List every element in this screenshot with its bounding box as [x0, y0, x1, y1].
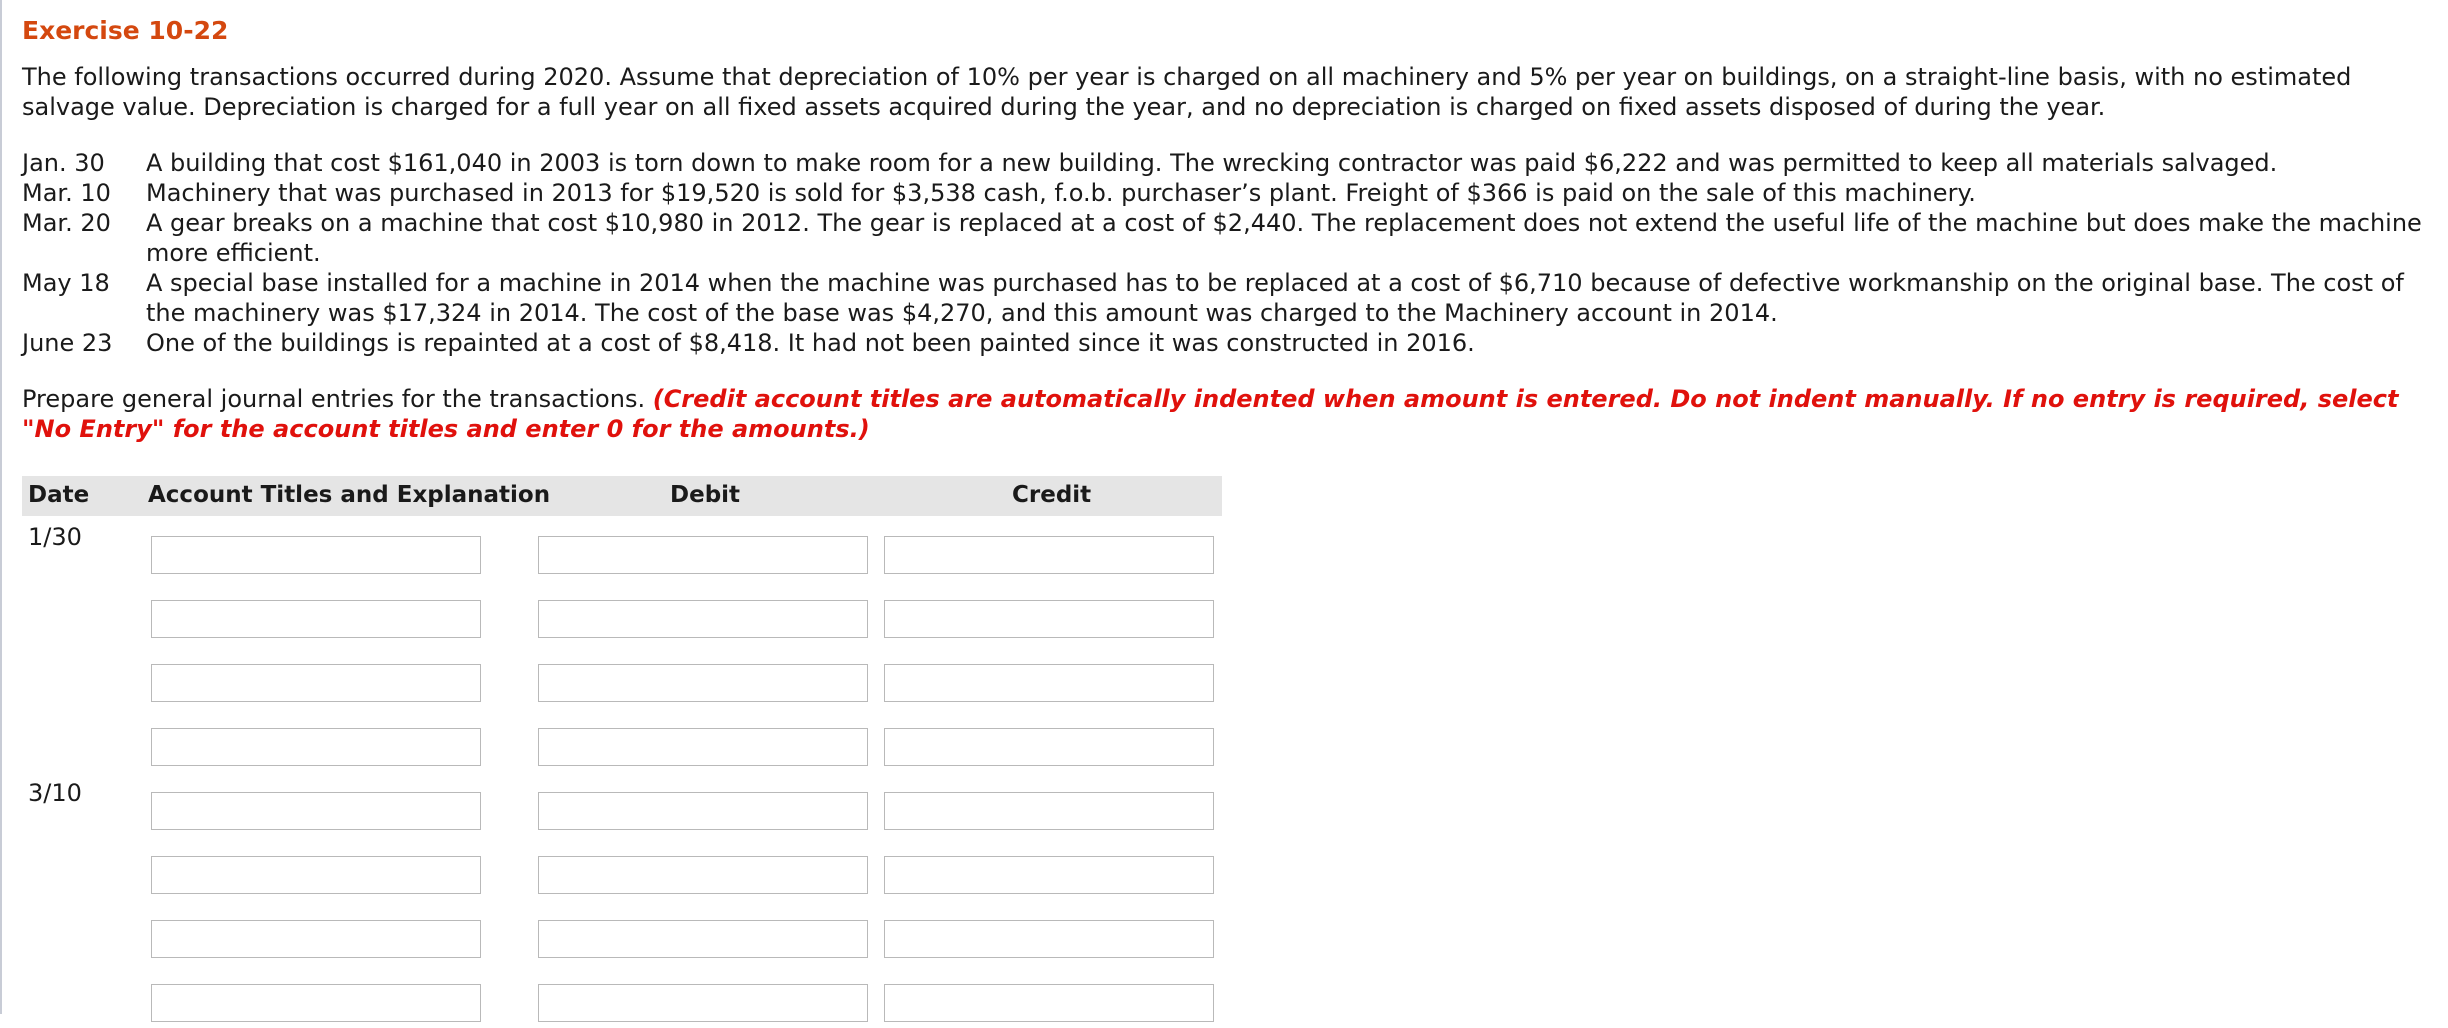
- journal-row: [22, 900, 1222, 964]
- transaction-date: Mar. 20: [22, 209, 111, 237]
- transaction-text: A building that cost $161,040 in 2003 is torn down to make room for a new building. The wrecking contractor was paid $6,222 and was permitted to keep all materials salvaged.: [146, 149, 2278, 177]
- account-title-input[interactable]: [151, 536, 481, 574]
- instruction-note: (Credit account titles are automatically indented when amount is entered. Do not indent manually. If no entry is required, select "No Entry" for the account titles and enter 0 for the amounts.): [22, 385, 2399, 443]
- transaction-text: Machinery that was purchased in 2013 for $19,520 is sold for $3,538 cash, f.o.b. purchaser’s plant. Freight of $366 is paid on the sale of this machinery.: [146, 179, 1976, 207]
- transaction-item: [22, 268, 2432, 328]
- debit-input[interactable]: [538, 728, 868, 766]
- debit-input[interactable]: [538, 856, 868, 894]
- transaction-text: A gear breaks on a machine that cost $10,980 in 2012. The gear is replaced at a cost of $2,440. The replacement does not extend the useful life of the machine but does make the machine more efficient.: [146, 209, 2422, 267]
- transaction-text: One of the buildings is repainted at a cost of $8,418. It had not been painted since it was constructed in 2016.: [146, 329, 1475, 357]
- header-account-titles: Account Titles and Explanation: [148, 482, 551, 508]
- journal-row: [22, 644, 1222, 708]
- account-title-input[interactable]: [151, 600, 481, 638]
- transaction-date: May 18: [22, 269, 110, 297]
- transaction-date: June 23: [22, 329, 113, 357]
- credit-input[interactable]: [884, 920, 1214, 958]
- account-title-input[interactable]: [151, 856, 481, 894]
- credit-input[interactable]: [884, 792, 1214, 830]
- debit-input[interactable]: [538, 600, 868, 638]
- account-title-input[interactable]: [151, 664, 481, 702]
- credit-input[interactable]: [884, 984, 1214, 1022]
- journal-entry-table: [22, 476, 1222, 1028]
- exercise-title: Exercise 10-22: [22, 16, 229, 45]
- transaction-list: [22, 148, 2432, 358]
- debit-input[interactable]: [538, 664, 868, 702]
- account-title-input[interactable]: [151, 984, 481, 1022]
- debit-input[interactable]: [538, 792, 868, 830]
- journal-row: [22, 772, 1222, 836]
- journal-row: [22, 516, 1222, 580]
- transaction-item: [22, 208, 2432, 268]
- account-title-input[interactable]: [151, 792, 481, 830]
- transaction-text: A special base installed for a machine in 2014 when the machine was purchased has to be replaced at a cost of $6,710 because of defective workmanship on the original base. The cost of the machinery was $17,324 in 2014. The cost of the base was $4,270, and this amount was charged to the Machinery account in 2014.: [146, 269, 2404, 327]
- credit-input[interactable]: [884, 536, 1214, 574]
- journal-row: [22, 836, 1222, 900]
- credit-input[interactable]: [884, 600, 1214, 638]
- journal-row: [22, 708, 1222, 772]
- debit-input[interactable]: [538, 984, 868, 1022]
- header-credit: Credit: [1012, 482, 1092, 508]
- transaction-item: [22, 148, 2432, 178]
- row-date: 3/10: [28, 779, 82, 807]
- row-date: 1/30: [28, 523, 82, 551]
- account-title-input[interactable]: [151, 728, 481, 766]
- account-title-input[interactable]: [151, 920, 481, 958]
- transaction-item: [22, 328, 2432, 358]
- transaction-date: Jan. 30: [22, 149, 105, 177]
- journal-row: [22, 580, 1222, 644]
- transaction-date: Mar. 10: [22, 179, 111, 207]
- exercise-intro: The following transactions occurred during 2020. Assume that depreciation of 10% per year is charged on all machinery and 5% per year on buildings, on a straight-line basis, with no estimated salvage value. Depreciation is charged for a full year on all fixed assets acquired during the year, and no depreciation is charged on fixed assets disposed of during the year.: [22, 63, 2352, 121]
- exercise-content: [22, 14, 2432, 444]
- instruction-text: Prepare general journal entries for the transactions.: [22, 385, 646, 413]
- instructions: [22, 384, 2432, 444]
- left-border: [0, 0, 2, 1014]
- header-date: Date: [28, 482, 90, 508]
- journal-row: [22, 964, 1222, 1028]
- credit-input[interactable]: [884, 728, 1214, 766]
- journal-table-header: [22, 476, 1222, 516]
- credit-input[interactable]: [884, 856, 1214, 894]
- header-debit: Debit: [670, 482, 741, 508]
- debit-input[interactable]: [538, 536, 868, 574]
- debit-input[interactable]: [538, 920, 868, 958]
- credit-input[interactable]: [884, 664, 1214, 702]
- transaction-item: [22, 178, 2432, 208]
